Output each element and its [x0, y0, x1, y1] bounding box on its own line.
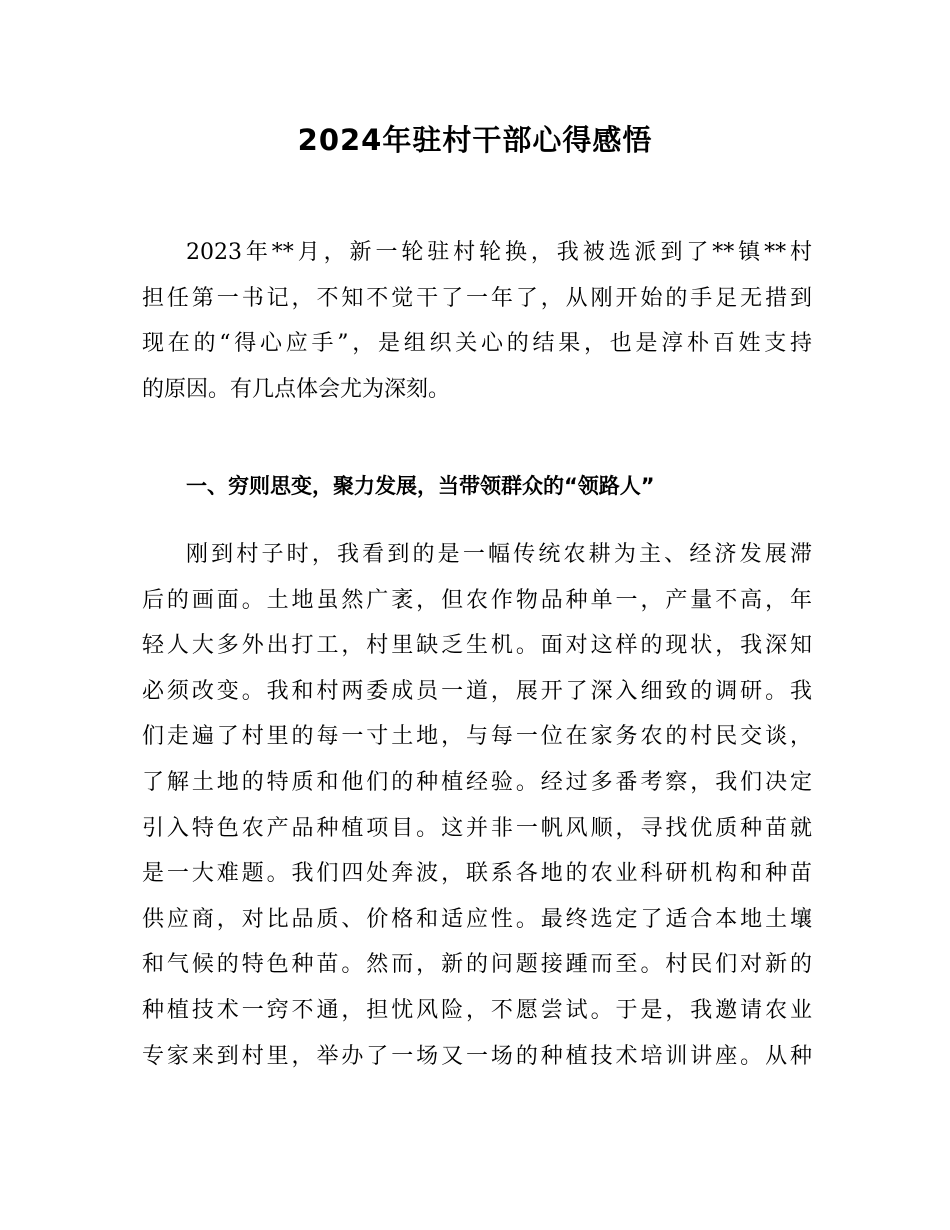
body-line: 了解土地的特质和他们的种植经验。经过多番考察，我们决定 [142, 769, 812, 795]
body-line: 供应商，对比品质、价格和适应性。最终选定了适合本地土壤 [142, 906, 812, 932]
intro-line: 2023年**月，新一轮驻村轮换，我被选派到了**镇**村 [186, 240, 812, 265]
body-line: 轻人大多外出打工，村里缺乏生机。面对这样的现状，我深知 [142, 633, 812, 659]
section1-paragraph [142, 532, 812, 1079]
body-line: 种植技术一窍不通，担忧风险，不愿尝试。于是，我邀请农业 [142, 997, 812, 1023]
body-line: 引入特色农产品种植项目。这并非一帆风顺，寻找优质种苗就 [142, 815, 812, 841]
body-line: 必须改变。我和村两委成员一道，展开了深入细致的调研。我 [142, 678, 812, 704]
body-line: 刚到村子时，我看到的是一幅传统农耕为主、经济发展滞 [186, 542, 812, 567]
body-line: 和气候的特色种苗。然而，新的问题接踵而至。村民们对新的 [142, 952, 812, 978]
intro-paragraph [142, 230, 812, 412]
document-title: 2024年驻村干部心得感悟 [297, 123, 653, 157]
body-line: 专家来到村里，举办了一场又一场的种植技术培训讲座。从种 [142, 1043, 812, 1069]
body-line: 是一大难题。我们四处奔波，联系各地的农业科研机构和种苗 [142, 861, 812, 887]
section-heading: 一、穷则思变，聚力发展，当带领群众的“领路人” [186, 474, 655, 498]
body-line: 们走遍了村里的每一寸土地，与每一位在家务农的村民交谈， [142, 724, 812, 750]
intro-line: 担任第一书记，不知不觉干了一年了，从刚开始的手足无措到 [142, 285, 812, 311]
intro-line: 的原因。有几点体会尤为深刻。 [142, 376, 451, 402]
body-line: 后的画面。土地虽然广袤，但农作物品种单一，产量不高，年 [142, 587, 812, 613]
intro-line: 现在的“得心应手”，是组织关心的结果，也是淳朴百姓支持 [142, 331, 812, 357]
